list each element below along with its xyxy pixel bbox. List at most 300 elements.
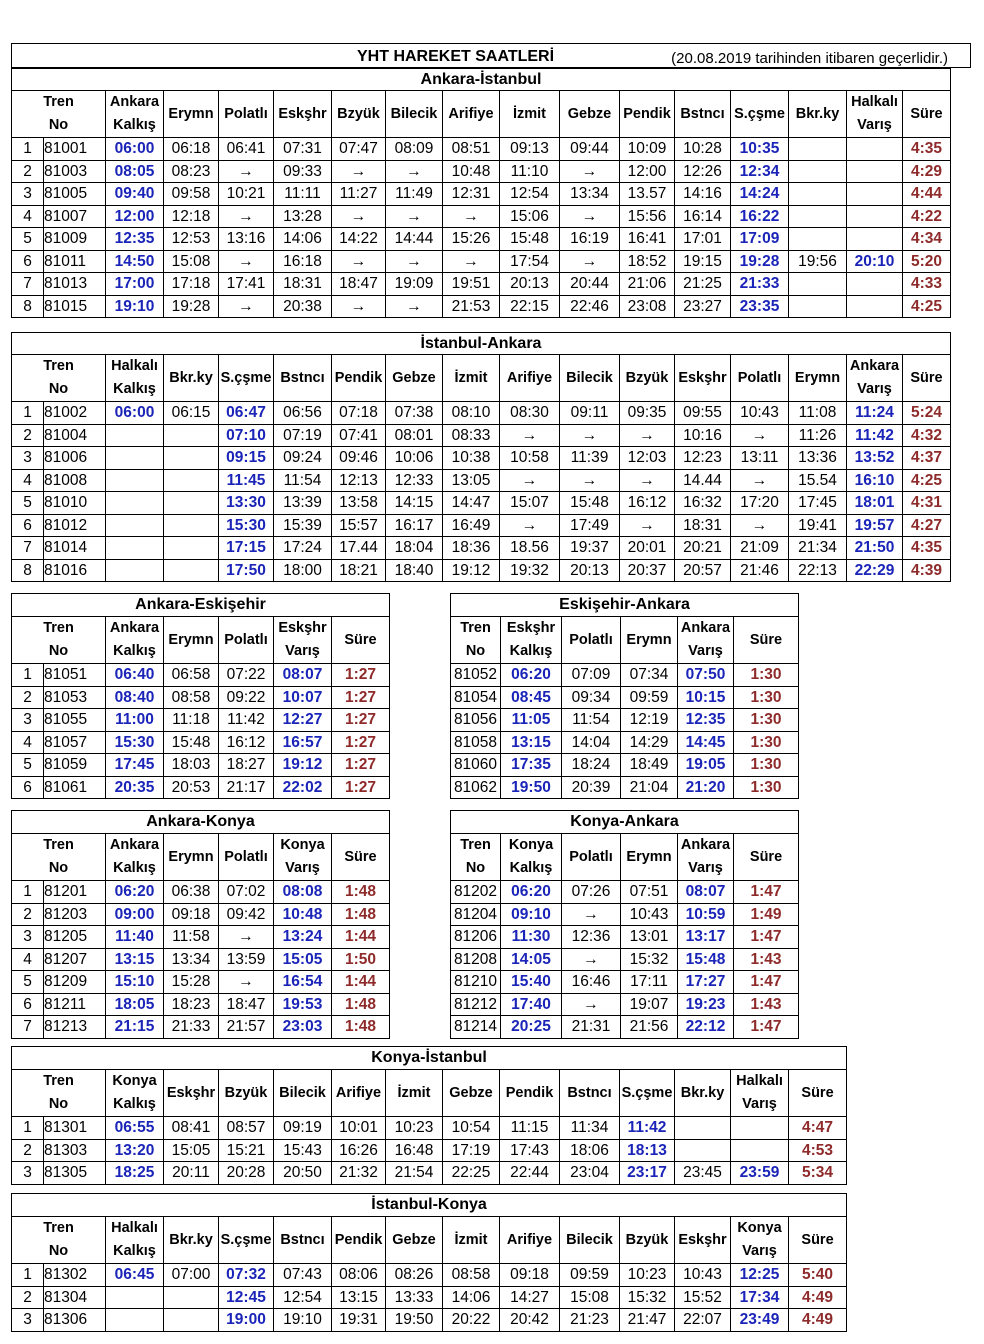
- column-header-line: Gebze: [392, 369, 436, 386]
- column-header: [332, 1070, 386, 1117]
- table-cell: 18:06: [560, 1139, 620, 1162]
- table-cell: 10:15: [678, 686, 734, 709]
- table-title: Konya-Ankara: [451, 811, 799, 834]
- column-header-line: Tren: [43, 837, 74, 853]
- table-row: [12, 993, 390, 1016]
- column-header: [789, 1070, 847, 1117]
- table-cell: 14:16: [675, 183, 731, 206]
- column-header: [620, 1217, 675, 1264]
- table-cell: 21:09: [731, 537, 789, 560]
- table-cell: 22:12: [678, 1016, 734, 1039]
- table-cell: [789, 228, 847, 251]
- table-cell: 12:27: [274, 709, 332, 732]
- column-header: [731, 1070, 789, 1117]
- table-cell: 09:13: [500, 138, 560, 161]
- table-cell: 2: [12, 1139, 44, 1162]
- table-cell: 4:25: [903, 469, 951, 492]
- column-header-line: Tren: [43, 1220, 74, 1236]
- table-cell: 22:46: [560, 295, 620, 318]
- table-cell: 11:42: [620, 1117, 675, 1140]
- column-header-line: Süre: [749, 848, 783, 865]
- table-cell: 11:05: [501, 709, 562, 732]
- table-row: [12, 926, 390, 949]
- column-header-line: Tren: [43, 358, 74, 374]
- table-cell: 10:43: [621, 903, 678, 926]
- table-cell: →: [620, 514, 675, 537]
- table-cell: 10:23: [386, 1117, 443, 1140]
- table-cell: 11:24: [847, 402, 903, 425]
- table-cell: 18:47: [332, 273, 386, 296]
- column-header-line: Erymn: [168, 631, 214, 648]
- table-cell: [106, 559, 164, 582]
- column-header: [675, 1070, 731, 1117]
- table-cell: 21:32: [332, 1162, 386, 1185]
- column-header-line: Ankara: [109, 94, 160, 110]
- table-cell: 07:19: [274, 424, 332, 447]
- column-header-line: Pendik: [334, 369, 383, 386]
- table-cell: 10:48: [443, 160, 500, 183]
- column-header-line: S.çşme: [220, 369, 272, 386]
- table-cell: 14:45: [678, 731, 734, 754]
- column-header: [219, 355, 274, 402]
- column-header-line: No: [48, 860, 69, 876]
- table-cell: [789, 160, 847, 183]
- table-cell: 4:44: [903, 183, 951, 206]
- table-cell: 17:15: [219, 537, 274, 560]
- table-cell: 18:03: [164, 754, 219, 777]
- table-cell: 1:27: [332, 664, 390, 687]
- table-ankara-konya: [11, 810, 390, 1039]
- table-cell: 15:48: [560, 492, 620, 515]
- table-cell: [789, 138, 847, 161]
- column-header-line: Konya: [280, 837, 325, 853]
- table-cell: →: [560, 205, 620, 228]
- table-cell: 81211: [44, 993, 106, 1016]
- table-row: [12, 1117, 847, 1140]
- table-cell: 81212: [451, 993, 501, 1016]
- table-cell: 12:54: [274, 1286, 332, 1309]
- table-cell: 81014: [44, 537, 106, 560]
- table-cell: 81060: [451, 754, 501, 777]
- table-cell: 07:02: [219, 881, 274, 904]
- table-cell: [164, 492, 219, 515]
- table-cell: 13:39: [274, 492, 332, 515]
- table-cell: 17:54: [500, 250, 560, 273]
- table-cell: [164, 469, 219, 492]
- table-title: Konya-İstanbul: [12, 1047, 847, 1070]
- column-header-line: İzmit: [454, 1231, 488, 1248]
- table-cell: [106, 469, 164, 492]
- table-cell: 81206: [451, 926, 501, 949]
- table-cell: 15:57: [332, 514, 386, 537]
- table-cell: 07:34: [621, 664, 678, 687]
- table-cell: 08:45: [501, 686, 562, 709]
- table-cell: 20:50: [274, 1162, 332, 1185]
- table-cell: 08:10: [443, 402, 500, 425]
- table-cell: 13:17: [678, 926, 734, 949]
- table-cell: 81209: [44, 971, 106, 994]
- table-cell: 11:08: [789, 402, 847, 425]
- column-header: [560, 1070, 620, 1117]
- column-header: [219, 617, 274, 664]
- table-cell: 19:53: [274, 993, 332, 1016]
- table-row: [451, 731, 799, 754]
- table-cell: 06:20: [501, 664, 562, 687]
- table-cell: 11:45: [219, 469, 274, 492]
- table-cell: 11:18: [164, 709, 219, 732]
- table-cell: 06:55: [106, 1117, 164, 1140]
- table-cell: 08:05: [106, 160, 164, 183]
- table-cell: 21:53: [443, 295, 500, 318]
- table-row: [12, 1162, 847, 1185]
- table-cell: 2: [12, 160, 44, 183]
- table-cell: 15:08: [164, 250, 219, 273]
- column-header: [386, 1070, 443, 1117]
- table-cell: 81302: [44, 1264, 106, 1287]
- table-cell: 1: [12, 881, 44, 904]
- table-title: Eskişehir-Ankara: [451, 594, 799, 617]
- table-cell: 17:11: [621, 971, 678, 994]
- column-header-line: Tren: [460, 837, 491, 853]
- column-header: [678, 834, 734, 881]
- table-cell: 11:26: [789, 424, 847, 447]
- table-cell: 19:56: [789, 250, 847, 273]
- table-cell: 07:31: [274, 138, 332, 161]
- table-cell: 09:58: [164, 183, 219, 206]
- column-header-line: Bzyük: [224, 1084, 268, 1101]
- table-cell: 07:41: [332, 424, 386, 447]
- table-cell: 06:38: [164, 881, 219, 904]
- table-cell: 81007: [44, 205, 106, 228]
- table-cell: 12:19: [621, 709, 678, 732]
- table-cell: 23:08: [620, 295, 675, 318]
- table-cell: 06:00: [106, 402, 164, 425]
- column-header: [219, 1070, 274, 1117]
- column-header: [106, 1070, 164, 1117]
- table-cell: 19:12: [274, 754, 332, 777]
- column-header-line: Bkr.ky: [680, 1084, 725, 1101]
- table-cell: 19:07: [621, 993, 678, 1016]
- table-cell: 20:39: [562, 776, 621, 799]
- table-cell: 15:08: [560, 1286, 620, 1309]
- column-header-line: Tren: [460, 620, 491, 636]
- column-header-line: Kalkış: [113, 117, 156, 133]
- column-header: [443, 1070, 500, 1117]
- table-cell: 3: [12, 183, 44, 206]
- table-cell: 19:28: [731, 250, 789, 273]
- table-cell: 81051: [44, 664, 106, 687]
- table-cell: 13:24: [274, 926, 332, 949]
- table-cell: →: [332, 295, 386, 318]
- table-cell: 13:16: [219, 228, 274, 251]
- table-cell: 19:32: [500, 559, 560, 582]
- column-header: [500, 1217, 560, 1264]
- table-cell: 06:47: [219, 402, 274, 425]
- column-header-line: Bstncı: [567, 1084, 612, 1101]
- column-header: [164, 617, 219, 664]
- table-cell: 4:35: [903, 138, 951, 161]
- table-row: [12, 469, 951, 492]
- column-header: [562, 617, 621, 664]
- table-istanbul-ankara: [11, 332, 951, 582]
- table-cell: 22:15: [500, 295, 560, 318]
- table-cell: 17:49: [560, 514, 620, 537]
- table-cell: 22:25: [443, 1162, 500, 1185]
- column-header-line: Halkalı: [851, 94, 898, 110]
- table-cell: 10:28: [675, 138, 731, 161]
- table-row: [451, 686, 799, 709]
- table-title: İstanbul-Ankara: [12, 333, 951, 355]
- table-cell: 4:37: [903, 447, 951, 470]
- table-cell: 09:18: [164, 903, 219, 926]
- table-cell: →: [560, 250, 620, 273]
- table-cell: [106, 1286, 164, 1309]
- table-cell: 18.56: [500, 537, 560, 560]
- table-cell: 17.44: [332, 537, 386, 560]
- column-header-line: Bilecik: [279, 1084, 326, 1101]
- table-cell: →: [500, 469, 560, 492]
- table-cell: 08:09: [386, 138, 443, 161]
- page-title: YHT HAREKET SAATLERİ: [357, 48, 555, 65]
- table-cell: 10:07: [274, 686, 332, 709]
- table-cell: 11:54: [274, 469, 332, 492]
- column-header-line: Erymn: [168, 848, 214, 865]
- table-row: [12, 731, 390, 754]
- table-cell: 14:05: [501, 948, 562, 971]
- table-cell: 07:18: [332, 402, 386, 425]
- table-cell: 18:05: [106, 993, 164, 1016]
- table-cell: 81009: [44, 228, 106, 251]
- table-cell: 1:47: [734, 1016, 799, 1039]
- column-header-line: Süre: [749, 631, 783, 648]
- column-header: [500, 91, 560, 138]
- table-cell: 08:07: [678, 881, 734, 904]
- table-konya-ankara: [450, 810, 799, 1039]
- column-header-line: No: [48, 381, 69, 397]
- column-header-line: Bstncı: [280, 369, 325, 386]
- column-header-line: Varış: [688, 860, 723, 876]
- table-cell: 22:07: [675, 1309, 731, 1332]
- table-cell: 12:31: [443, 183, 500, 206]
- table-cell: 21:31: [562, 1016, 621, 1039]
- column-header-line: Arifiye: [335, 1084, 382, 1101]
- table-cell: 15:10: [106, 971, 164, 994]
- table-row: [451, 754, 799, 777]
- table-cell: 20:21: [675, 537, 731, 560]
- table-cell: 20:44: [560, 273, 620, 296]
- column-header-line: Süre: [801, 1231, 834, 1248]
- table-cell: 13:30: [219, 492, 274, 515]
- table-cell: 2: [12, 1286, 44, 1309]
- table-cell: 07:51: [621, 881, 678, 904]
- table-cell: 17:45: [789, 492, 847, 515]
- table-row: [451, 926, 799, 949]
- table-cell: 07:26: [562, 881, 621, 904]
- table-cell: [164, 447, 219, 470]
- column-header-line: Kalkış: [113, 381, 156, 397]
- table-row: [451, 881, 799, 904]
- column-header-line: Bilecik: [390, 105, 438, 122]
- table-cell: 08:30: [500, 402, 560, 425]
- column-header: [903, 91, 951, 138]
- table-cell: 5: [12, 754, 44, 777]
- table-cell: [789, 273, 847, 296]
- table-cell: 07:43: [274, 1264, 332, 1287]
- column-header: [501, 834, 562, 881]
- table-cell: 14:27: [500, 1286, 560, 1309]
- table-cell: 1:49: [734, 903, 799, 926]
- table-cell: 16:18: [274, 250, 332, 273]
- table-cell: 10:58: [500, 447, 560, 470]
- schedule-table: [11, 332, 951, 582]
- table-row: [12, 559, 951, 582]
- table-cell: 2: [12, 424, 44, 447]
- table-cell: 17:43: [500, 1139, 560, 1162]
- table-row: [12, 903, 390, 926]
- column-header-line: Bstncı: [280, 1231, 325, 1248]
- table-cell: 07:10: [219, 424, 274, 447]
- column-header-line: İzmit: [454, 369, 488, 386]
- table-ankara-istanbul: [11, 68, 951, 318]
- table-row: [12, 160, 951, 183]
- table-cell: →: [560, 424, 620, 447]
- table-cell: →: [731, 424, 789, 447]
- table-cell: 11:54: [562, 709, 621, 732]
- table-cell: 09:59: [621, 686, 678, 709]
- table-row: [451, 1016, 799, 1039]
- table-cell: 81062: [451, 776, 501, 799]
- table-cell: 08:23: [164, 160, 219, 183]
- column-header-line: Eskşhr: [678, 1231, 727, 1248]
- table-cell: 11:15: [500, 1117, 560, 1140]
- column-header-line: No: [465, 643, 486, 659]
- table-cell: 14:15: [386, 492, 443, 515]
- table-cell: 14:22: [332, 228, 386, 251]
- table-cell: 1:47: [734, 926, 799, 949]
- column-header: [562, 834, 621, 881]
- table-cell: 12:45: [219, 1286, 274, 1309]
- table-cell: 23:45: [675, 1162, 731, 1185]
- table-cell: →: [219, 160, 274, 183]
- column-header-line: Tren: [43, 94, 74, 110]
- table-cell: 19:00: [219, 1309, 274, 1332]
- table-eskisehir-ankara: [450, 593, 799, 799]
- table-cell: 09:34: [562, 686, 621, 709]
- table-cell: 10:38: [443, 447, 500, 470]
- column-header: [332, 617, 390, 664]
- table-cell: 06:56: [274, 402, 332, 425]
- table-cell: [164, 1309, 219, 1332]
- table-cell: 17:34: [731, 1286, 789, 1309]
- table-cell: →: [500, 514, 560, 537]
- table-cell: 1:43: [734, 993, 799, 1016]
- table-cell: 08:01: [386, 424, 443, 447]
- column-header-line: Varış: [688, 643, 723, 659]
- column-header: [678, 617, 734, 664]
- column-header: [903, 355, 951, 402]
- column-header: [620, 1070, 675, 1117]
- table-cell: [164, 424, 219, 447]
- column-header: [620, 355, 675, 402]
- table-cell: 10:54: [443, 1117, 500, 1140]
- column-header: [560, 1217, 620, 1264]
- table-cell: 1:27: [332, 776, 390, 799]
- table-cell: 18:21: [332, 559, 386, 582]
- table-row: [12, 205, 951, 228]
- table-cell: 18:01: [847, 492, 903, 515]
- table-cell: 23:17: [620, 1162, 675, 1185]
- table-cell: 21:04: [621, 776, 678, 799]
- table-cell: 5:20: [903, 250, 951, 273]
- table-cell: 81214: [451, 1016, 501, 1039]
- table-row: [12, 709, 390, 732]
- table-cell: 12:53: [164, 228, 219, 251]
- column-header-line: Konya: [737, 1220, 782, 1236]
- table-cell: 13:34: [164, 948, 219, 971]
- table-cell: 15:28: [164, 971, 219, 994]
- table-cell: 09:18: [500, 1264, 560, 1287]
- table-cell: →: [562, 948, 621, 971]
- table-cell: 19:41: [789, 514, 847, 537]
- table-cell: 09:35: [620, 402, 675, 425]
- table-cell: 81207: [44, 948, 106, 971]
- table-cell: 16:22: [731, 205, 789, 228]
- table-cell: 7: [12, 537, 44, 560]
- table-row: [12, 273, 951, 296]
- table-cell: 3: [12, 447, 44, 470]
- column-header-line: Kalkış: [113, 860, 156, 876]
- table-cell: →: [560, 160, 620, 183]
- schedule-table: [11, 1193, 847, 1332]
- table-cell: 4:27: [903, 514, 951, 537]
- table-ankara-eskisehir: [11, 593, 390, 799]
- table-cell: 15:39: [274, 514, 332, 537]
- table-cell: 81056: [451, 709, 501, 732]
- table-row: [12, 664, 390, 687]
- table-cell: 1: [12, 402, 44, 425]
- table-row: [451, 971, 799, 994]
- table-cell: 22:29: [847, 559, 903, 582]
- table-cell: 1:50: [332, 948, 390, 971]
- table-cell: 81301: [44, 1117, 106, 1140]
- table-row: [451, 709, 799, 732]
- table-cell: 21:33: [164, 1016, 219, 1039]
- table-cell: 16:26: [332, 1139, 386, 1162]
- table-cell: 16:41: [620, 228, 675, 251]
- table-cell: 23:59: [731, 1162, 789, 1185]
- table-cell: 17:24: [274, 537, 332, 560]
- table-cell: [106, 492, 164, 515]
- table-cell: 81058: [451, 731, 501, 754]
- table-cell: 12:25: [731, 1264, 789, 1287]
- table-cell: 1:27: [332, 686, 390, 709]
- table-cell: [675, 1117, 731, 1140]
- table-cell: [106, 514, 164, 537]
- table-cell: 15:32: [621, 948, 678, 971]
- column-header: [164, 1217, 219, 1264]
- table-cell: 21:06: [620, 273, 675, 296]
- table-cell: 13.57: [620, 183, 675, 206]
- column-header-line: S.çşme: [621, 1084, 673, 1101]
- column-header-line: Eskşhr: [678, 369, 727, 386]
- column-header-line: Konya: [112, 1073, 157, 1089]
- column-header-line: Bzyük: [625, 1231, 669, 1248]
- table-cell: 11:10: [500, 160, 560, 183]
- table-cell: 09:15: [219, 447, 274, 470]
- column-header-line: Varış: [857, 381, 892, 397]
- table-cell: 1:27: [332, 754, 390, 777]
- table-cell: 13:59: [219, 948, 274, 971]
